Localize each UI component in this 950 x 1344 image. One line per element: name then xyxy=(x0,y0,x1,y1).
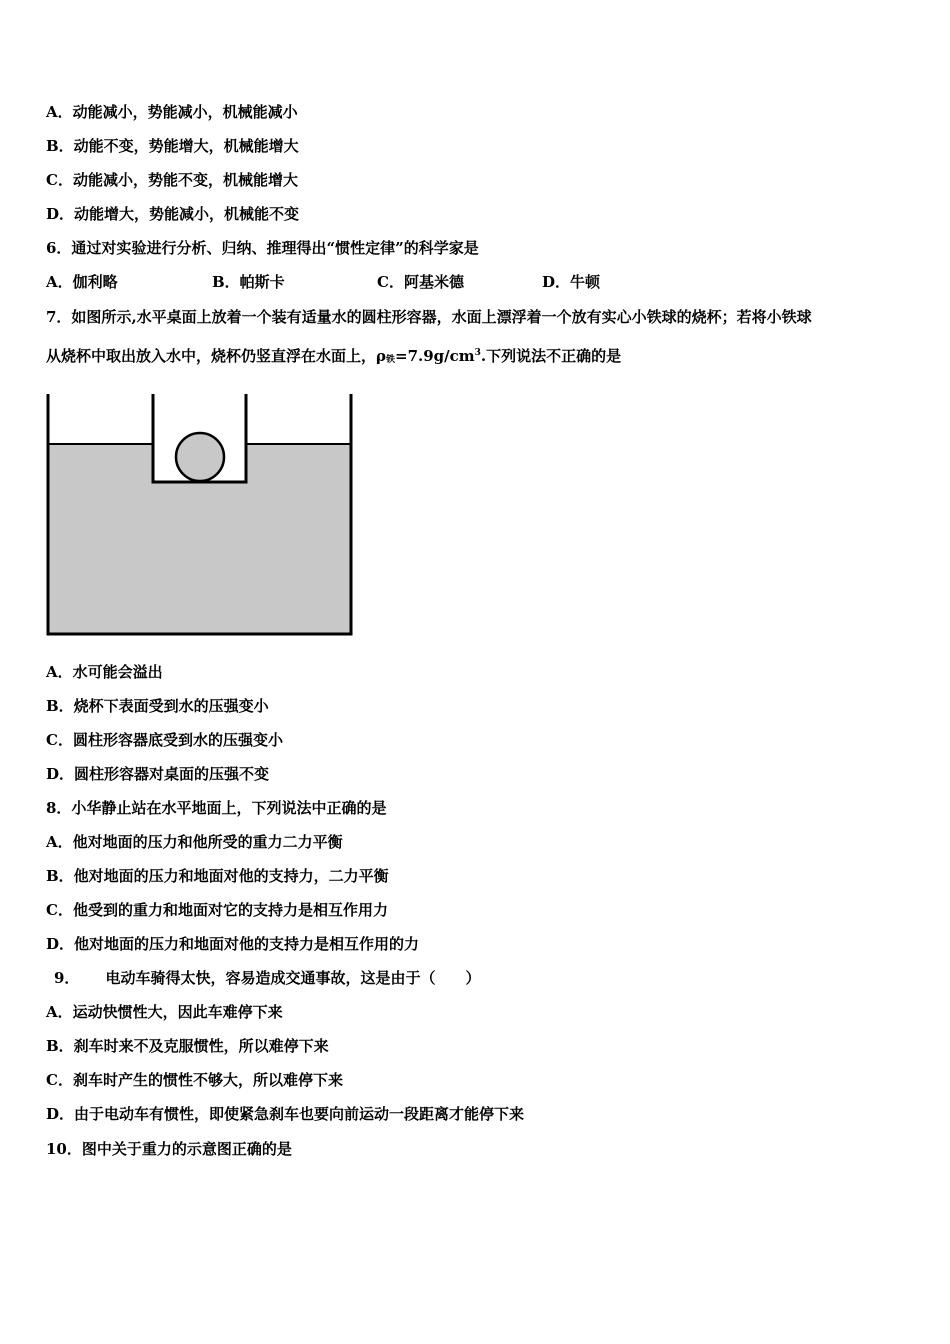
q10-stem: 10．图中关于重力的示意图正确的是 xyxy=(46,1140,292,1158)
q6-option-d: D．牛顿 xyxy=(542,273,601,291)
q9-option-a: A．运动快惯性大，因此车难停下来 xyxy=(46,1003,283,1021)
q7-option-b: B．烧杯下表面受到水的压强变小 xyxy=(46,697,269,715)
q7-option-d: D．圆柱形容器对桌面的压强不变 xyxy=(46,765,270,783)
q9-option-b: B．刹车时来不及克服惯性，所以难停下来 xyxy=(46,1037,329,1055)
q8-option-d: D．他对地面的压力和地面对他的支持力是相互作用的力 xyxy=(46,935,420,953)
q7-option-c: C．圆柱形容器底受到水的压强变小 xyxy=(46,731,283,749)
q9-stem-line xyxy=(54,968,480,988)
q8-option-a: A．他对地面的压力和他所受的重力二力平衡 xyxy=(46,833,343,851)
q8-option-b: B．他对地面的压力和地面对他的支持力，二力平衡 xyxy=(46,867,389,885)
q8-option-c: C．他受到的重力和地面对它的支持力是相互作用力 xyxy=(46,901,388,919)
q7-stem-line2 xyxy=(46,343,621,370)
q7-stem-part-a: 从烧杯中取出放入水中，烧杯仍竖直浮在水面上，ρ xyxy=(46,347,386,365)
q6-option-c: C．阿基米德 xyxy=(377,273,464,291)
q7-stem-part-b: =7.9g/cm xyxy=(395,347,475,365)
q9-stem: 电动车骑得太快，容易造成交通事故，这是由于（ ） xyxy=(105,969,481,987)
q5-option-b: B．动能不变，势能增大，机械能增大 xyxy=(46,137,299,155)
q7-density-subscript: 铁 xyxy=(385,355,395,365)
iron-ball xyxy=(176,433,224,481)
q7-option-a: A．水可能会溢出 xyxy=(46,663,163,681)
q7-container-figure xyxy=(44,392,356,638)
q6-options xyxy=(46,272,746,292)
q6-stem: 6．通过对实验进行分析、归纳、推理得出“惯性定律”的科学家是 xyxy=(46,239,479,257)
q9-number: 9． xyxy=(54,969,80,987)
q6-option-b: B．帕斯卡 xyxy=(212,273,285,291)
q7-unit-superscript: 3 xyxy=(474,348,481,358)
q6-option-a: A．伽利略 xyxy=(46,273,118,291)
q7-stem-part-c: .下列说法不正确的是 xyxy=(480,347,622,365)
q9-option-d: D．由于电动车有惯性，即使紧急刹车也要向前运动一段距离才能停下来 xyxy=(46,1105,525,1123)
q5-option-a: A．动能减小，势能减小，机械能减小 xyxy=(46,103,298,121)
q8-stem: 8．小华静止站在水平地面上，下列说法中正确的是 xyxy=(46,799,387,817)
q5-option-d: D．动能增大，势能减小，机械能不变 xyxy=(46,205,300,223)
q9-option-c: C．刹车时产生的惯性不够大，所以难停下来 xyxy=(46,1071,343,1089)
q7-stem-line1: 7．如图所示,水平桌面上放着一个装有适量水的圆柱形容器，水面上漂浮着一个放有实心小铁球的烧杯；若将小铁球 xyxy=(46,308,812,326)
q5-option-c: C．动能减小，势能不变，机械能增大 xyxy=(46,171,298,189)
